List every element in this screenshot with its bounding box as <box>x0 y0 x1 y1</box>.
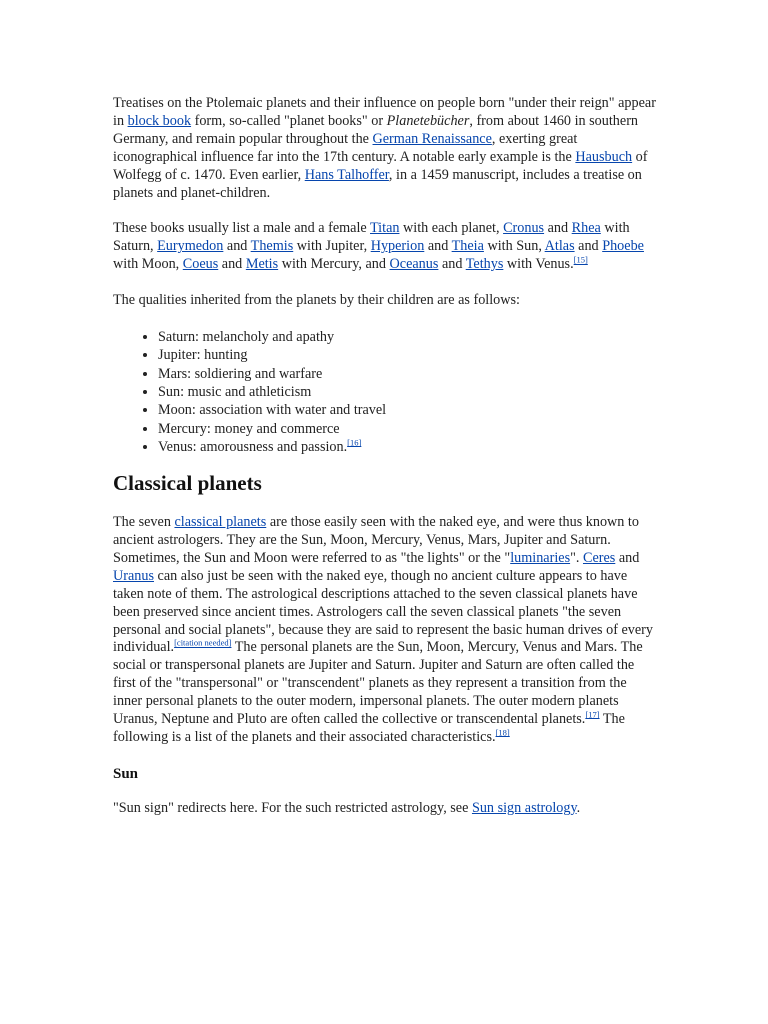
link-german-renaissance[interactable]: German Renaissance <box>372 130 492 147</box>
link-coeus[interactable]: Coeus <box>182 256 219 273</box>
text: The following is a list of the planets and their associated characteristics. <box>113 711 625 746</box>
citation-needed-link[interactable]: [citation needed] <box>174 637 232 648</box>
text: and <box>574 238 603 255</box>
list-item <box>158 346 658 364</box>
link-sun-sign-astrology[interactable]: Sun sign astrology <box>471 799 577 816</box>
link-rhea[interactable]: Rhea <box>571 220 601 237</box>
link-metis[interactable]: Metis <box>245 256 279 273</box>
list-item <box>158 420 658 438</box>
reference-16 <box>347 437 361 447</box>
link-hans-talhoffer[interactable]: Hans Talhoffer <box>304 166 389 183</box>
article-body <box>113 95 658 834</box>
list-item-text: Saturn: melancholy and apathy <box>158 329 335 346</box>
planetebucher-term: Planetebücher <box>386 112 470 129</box>
text: form, so-called "planet books" or <box>191 112 387 129</box>
text: , in a 1459 manuscript, includes a treatise on planets and planet-children. <box>113 166 642 201</box>
text: The personal planets are the Sun, Moon, Mercury, Venus and Mars. The social or transpersonal planets are Jupiter and Saturn. Jupiter and Saturn are often called the first of the "transpersonal" or "transcendent" planets as they represent a transition from the inner personal planets to the outer modern, impersonal planets. The outer modern planets Uranus, Neptune and Pluto are often called the collective or transcendental planets. <box>113 639 643 728</box>
paragraph-classical-planets <box>113 514 658 747</box>
list-item-text: Mercury: money and commerce <box>158 420 340 437</box>
link-atlas[interactable]: Atlas <box>544 238 575 255</box>
link-classical-planets[interactable]: classical planets <box>174 514 267 531</box>
heading-sun: Sun <box>113 765 139 782</box>
text: with Venus. <box>503 256 574 273</box>
text: , exerting great iconographical influence far into the 17th century. A notable early example is the <box>113 130 578 165</box>
heading-classical-planets: Classical planets <box>113 471 262 496</box>
list-item-text: Sun: music and athleticism <box>158 383 312 400</box>
link-titan[interactable]: Titan <box>370 220 400 237</box>
link-tethys[interactable]: Tethys <box>465 256 504 273</box>
list-item-text: Moon: association with water and travel <box>158 402 387 419</box>
text: These books usually list a male and a female <box>113 220 371 237</box>
reference-17 <box>585 709 599 719</box>
list-item <box>158 383 658 401</box>
link-hyperion[interactable]: Hyperion <box>370 238 425 255</box>
text: "Sun sign" redirects here. For the such restricted astrology, see <box>113 799 472 816</box>
text: . <box>576 799 581 816</box>
paragraph-qualities-intro: The qualities inherited from the planets by their children are as follows: <box>113 292 520 309</box>
hatnote-sun-sign <box>113 800 658 818</box>
link-themis[interactable]: Themis <box>250 238 294 255</box>
link-phoebe[interactable]: Phoebe <box>602 238 644 255</box>
list-item <box>158 401 658 419</box>
text: and <box>438 256 466 273</box>
reference-link-15[interactable]: [15] <box>573 254 588 265</box>
reference-link-17[interactable]: [17] <box>585 709 600 720</box>
list-item-text: Venus: amorousness and passion. <box>158 438 348 455</box>
text: with Sun, <box>483 238 545 255</box>
text: with Jupiter, <box>293 238 371 255</box>
text: ". <box>570 549 583 566</box>
reference-18 <box>496 727 510 737</box>
link-eurymedon[interactable]: Eurymedon <box>157 238 224 255</box>
text: and <box>615 549 640 566</box>
reference-link-18[interactable]: [18] <box>495 727 510 738</box>
link-block-book[interactable]: block book <box>127 112 192 129</box>
list-item <box>158 365 658 383</box>
text: The seven <box>113 514 175 531</box>
link-oceanus[interactable]: Oceanus <box>389 256 439 273</box>
text: with Mercury, and <box>278 256 390 273</box>
list-item-text: Mars: soldiering and warfare <box>158 365 323 382</box>
link-luminaries[interactable]: luminaries <box>510 549 571 566</box>
list-item <box>158 328 658 346</box>
text: and <box>218 256 246 273</box>
reference-link-16[interactable]: [16] <box>347 437 362 448</box>
link-hausbuch[interactable]: Hausbuch <box>575 148 633 165</box>
text: are those easily seen with the naked eye, and were thus known to ancient astrologers. They are the Sun, Moon, Mercury, Venus, Mars, Jupiter and Saturn. Sometimes, the Sun and Moon were referred to as "the lights" or the " <box>113 514 639 566</box>
qualities-list <box>113 328 658 456</box>
text: with Saturn, <box>113 220 630 255</box>
list-item <box>158 438 658 456</box>
link-theia[interactable]: Theia <box>451 238 484 255</box>
paragraph-planet-books <box>113 95 658 202</box>
text: with Moon, <box>113 256 183 273</box>
list-item-text: Jupiter: hunting <box>158 347 248 364</box>
text: and <box>223 238 251 255</box>
text: and <box>544 220 572 237</box>
link-uranus[interactable]: Uranus <box>113 567 154 584</box>
text: and <box>424 238 452 255</box>
link-cronus[interactable]: Cronus <box>503 220 545 237</box>
text: of Wolfegg of c. 1470. Even earlier, <box>113 148 648 183</box>
text: , from about 1460 in southern Germany, and remain popular throughout the <box>113 112 639 147</box>
link-ceres[interactable]: Ceres <box>582 549 616 566</box>
reference-15 <box>574 255 588 265</box>
citation-needed <box>174 638 231 648</box>
text: with each planet, <box>399 220 504 237</box>
paragraph-titans <box>113 220 658 274</box>
text: Treatises on the Ptolemaic planets and their influence on people born "under their reign" appear in <box>113 95 656 129</box>
text: can also just be seen with the naked eye, though no ancient culture appears to have taken note of them. The astrological descriptions attached to the seven classical planets have been preserved since ancient times. Astrologers call the seven classical planets "the seven personal and social planets", because they are said to represent the basic human drives of every individual. <box>113 567 653 656</box>
